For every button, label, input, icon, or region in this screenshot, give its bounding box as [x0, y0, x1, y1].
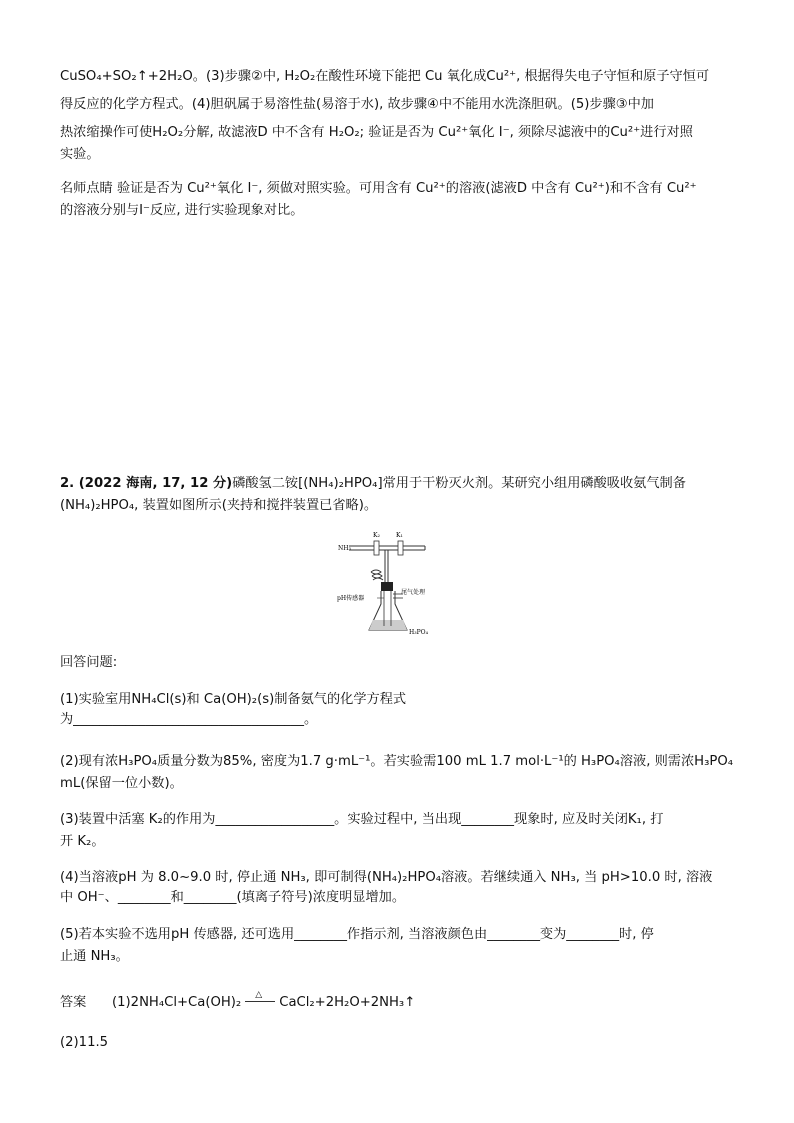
explanation-line-2: 得反应的化学方程式。(4)胆矾属于易溶性盐(易溶于水), 故步骤④中不能用水洗涤胆矾。(5)步骤③中加 — [60, 97, 654, 112]
apparatus-diagram — [335, 526, 445, 642]
k1-label: K₁ — [396, 532, 403, 539]
apparatus-figure — [335, 526, 445, 642]
question-header: 2. (2022 海南, 17, 12 分) — [60, 476, 233, 491]
explanation-line-4: 实验。 — [60, 147, 100, 162]
valve-k2-icon — [374, 541, 379, 555]
q5-line-2: 止通 NH₃。 — [60, 949, 129, 964]
q3-line-2: 开 K₂。 — [60, 834, 105, 849]
answer-1-right: CaCl₂+2H₂O+2NH₃↑ — [279, 995, 416, 1010]
explanation-line-3: 热浓缩操作可使H₂O₂分解, 故滤液D 中不含有 H₂O₂; 验证是否为 Cu²⁺氧化 I⁻, 须除尽滤液中的Cu²⁺进行对照 — [60, 125, 693, 140]
answer-1-left: (1)2NH₄Cl+Ca(OH)₂ — [112, 995, 242, 1010]
q5-line-1: (5)若本实验不选用pH 传感器, 还可选用________作指示剂, 当溶液颜色由________变为________时, 停 — [60, 927, 654, 942]
k2-label: K₂ — [373, 532, 380, 539]
tail-gas-label: 尾气处理 — [401, 589, 426, 596]
condenser-coil-icon — [371, 570, 383, 580]
q1-line-1: (1)实验室用NH₄Cl(s)和 Ca(OH)₂(s)制备氨气的化学方程式 — [60, 692, 407, 707]
stopper-icon — [381, 582, 393, 591]
valve-k1-icon — [398, 541, 403, 555]
q2-line-2: mL(保留一位小数)。 — [60, 776, 183, 791]
question-intro-text: 磷酸氢二铵[(NH₄)₂HPO₄]常用于干粉灭火剂。某研究小组用磷酸吸收氨气制备 — [232, 476, 686, 491]
q3-line-1: (3)装置中活塞 K₂的作用为__________________。实验过程中, 当出现________现象时, 应及时关闭K₁, 打 — [60, 812, 664, 827]
answer-line-1 — [60, 990, 416, 1013]
heating-condition — [245, 990, 275, 1009]
teacher-tip-line-1: 名师点睛 验证是否为 Cu²⁺氧化 I⁻, 须做对照实验。可用含有 Cu²⁺的溶液(滤液D 中含有 Cu²⁺)和不含有 Cu²⁺ — [60, 181, 697, 196]
q4-line-2: 中 OH⁻、________和________(填离子符号)浓度明显增加。 — [60, 890, 406, 905]
answer-label: 答案 — [60, 995, 87, 1010]
question-prompt: 回答问题: — [60, 655, 118, 670]
question-intro-line-2: (NH₄)₂HPO₄, 装置如图所示(夹持和搅拌装置已省略)。 — [60, 498, 378, 513]
ph-sensor-label: pH传感器 — [337, 595, 365, 602]
nh3-label: NH₃ — [338, 545, 351, 552]
q1-line-2: 为___________________________________。 — [60, 712, 318, 727]
explanation-line-1: CuSO₄+SO₂↑+2H₂O。(3)步骤②中, H₂O₂在酸性环境下能把 Cu 氧化成Cu²⁺, 根据得失电子守恒和原子守恒可 — [60, 69, 710, 84]
answer-line-2: (2)11.5 — [60, 1035, 109, 1050]
reaction-bar — [245, 1001, 275, 1002]
q2-line-1: (2)现有浓H₃PO₄质量分数为85%, 密度为1.7 g·mL⁻¹。若实验需100 mL 1.7 mol·L⁻¹的 H₃PO₄溶液, 则需浓H₃PO₄ — [60, 754, 733, 769]
heat-triangle-icon: △ — [255, 990, 263, 1000]
teacher-tip-line-2: 的溶液分别与I⁻反应, 进行实验现象对比。 — [60, 203, 304, 218]
h3po4-label: H₃PO₄ — [409, 629, 428, 636]
q4-line-1: (4)当溶液pH 为 8.0~9.0 时, 停止通 NH₃, 即可制得(NH₄)₂HPO₄溶液。若继续通入 NH₃, 当 pH>10.0 时, 溶液 — [60, 870, 713, 885]
question-intro-line-1 — [60, 474, 686, 494]
